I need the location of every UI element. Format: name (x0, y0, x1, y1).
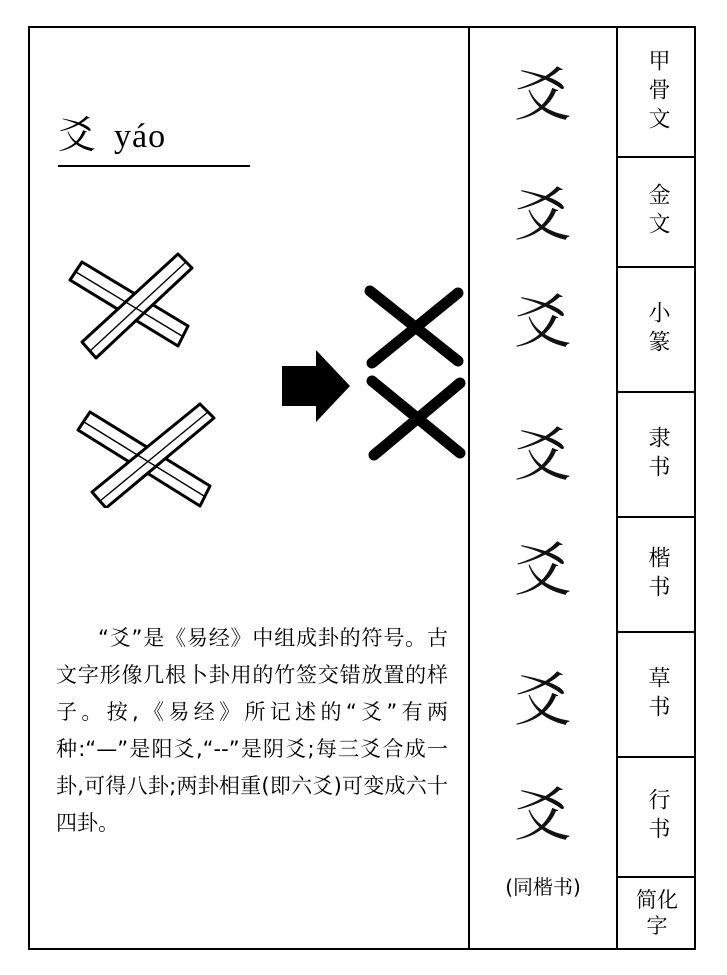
script-label-text: 隶书 (645, 425, 670, 484)
evolution-item-regular (470, 536, 616, 604)
script-label-cursive (618, 633, 696, 758)
evolution-glyph: 爻 (513, 536, 572, 604)
script-label-bronze (618, 158, 696, 268)
evolution-glyph: 爻 (513, 181, 572, 249)
evolution-item-clerical (470, 421, 616, 489)
script-label-text: 甲骨文 (645, 48, 670, 136)
script-label-text: 楷书 (645, 545, 670, 604)
main-content-column (30, 28, 470, 948)
script-label-seal (618, 268, 696, 393)
script-label-oracle (618, 28, 696, 158)
headword-underline (58, 165, 250, 167)
headword-character: 爻 (58, 113, 97, 157)
script-label-simplified (618, 878, 696, 948)
script-label-column (618, 28, 696, 948)
headword-pinyin: yáo (114, 118, 167, 155)
entry-frame (28, 26, 696, 950)
script-label-regular (618, 518, 696, 633)
evolution-simplified-note: (同楷书) (505, 875, 581, 899)
evolution-glyph: 爻 (513, 61, 572, 129)
evolution-item-cursive (470, 666, 616, 734)
script-label-text: 金文 (645, 183, 670, 241)
evolution-glyph: 爻 (513, 666, 572, 734)
script-label-text: 行书 (645, 788, 670, 846)
evolution-glyph: 爻 (513, 781, 572, 849)
script-evolution-column (470, 28, 618, 948)
evolution-arrow (280, 348, 352, 424)
evolution-item-running (470, 781, 616, 849)
script-label-text: 小篆 (645, 300, 670, 359)
script-label-running (618, 758, 696, 878)
explanation-paragraph: “爻”是《易经》中组成卦的符号。古文字形像几根卜卦用的竹签交错放置的样子。按,《易经》所记述的“爻”有两种:“—”是阳爻,“--”是阴爻;每三爻合成一卦,可得八卦;两卦相重(即六爻)可变成六十四卦。 (56, 626, 448, 835)
evolution-item-bronze (470, 181, 616, 249)
oracle-glyph-large (360, 283, 470, 463)
evolution-glyph: 爻 (513, 421, 572, 489)
evolution-item-seal (470, 288, 616, 356)
script-label-clerical (618, 393, 696, 518)
evolution-item-oracle (470, 61, 616, 129)
headword-block (58, 113, 258, 175)
script-label-text: 草书 (645, 665, 670, 724)
script-label-text: 简化字 (636, 888, 678, 938)
evolution-glyph: 爻 (513, 288, 572, 356)
crossed-bamboo-sticks-drawing (60, 218, 240, 508)
